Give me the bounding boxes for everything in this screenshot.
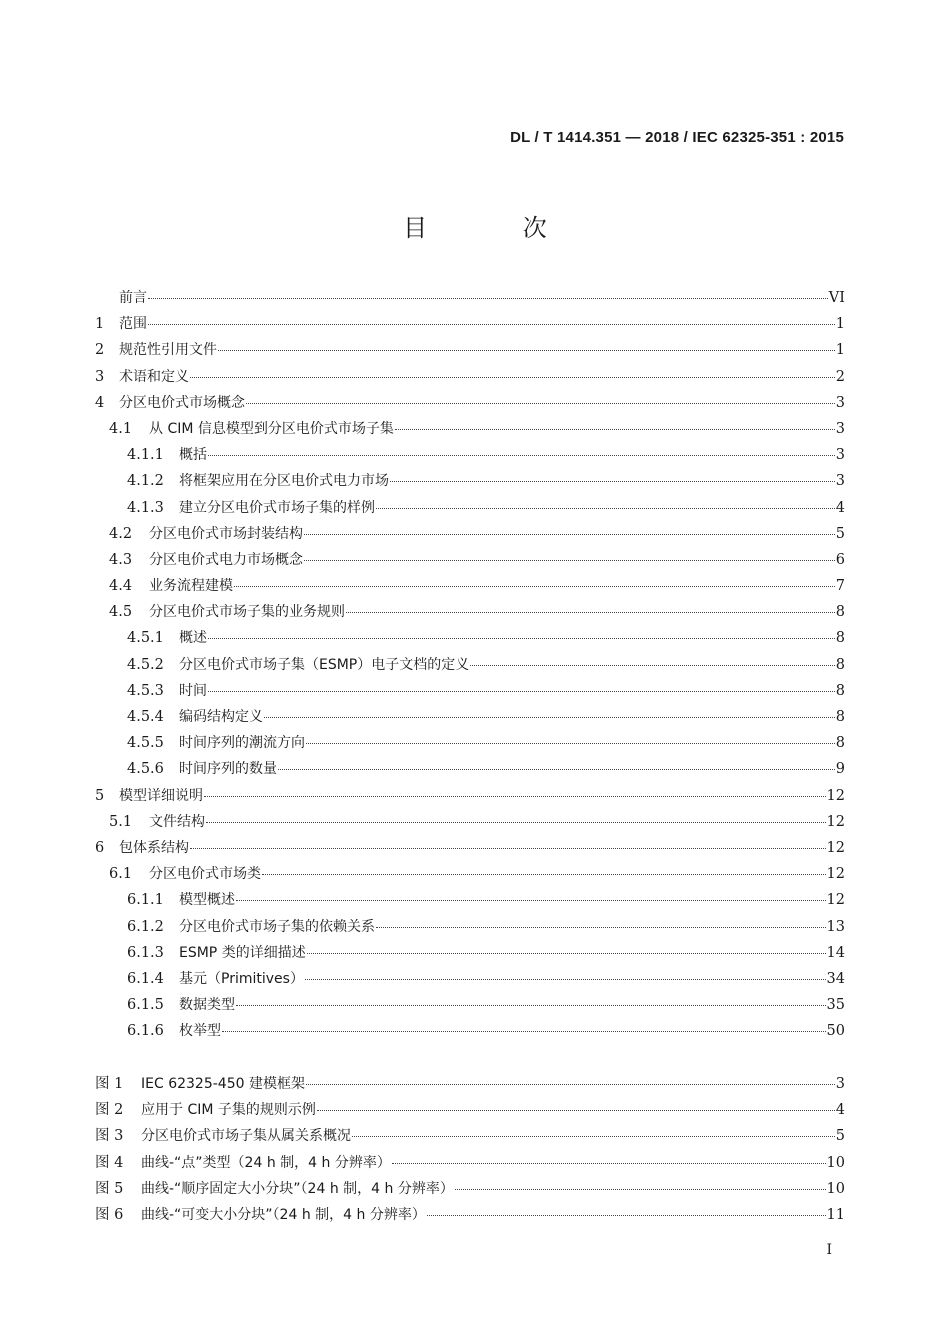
- entry-page: 9: [835, 761, 845, 778]
- entry-number: 4.1.1: [127, 447, 164, 464]
- entry-title: 将框架应用在分区电价式电力市场: [179, 473, 389, 490]
- page-number: I: [826, 1242, 832, 1258]
- entry-number: 4.5: [109, 604, 133, 621]
- entry-number: 4.1.3: [127, 499, 164, 516]
- dot-leader: [346, 598, 835, 613]
- dot-leader: [390, 467, 835, 482]
- dot-leader: [208, 677, 835, 692]
- entry-page: 50: [826, 1023, 845, 1040]
- entry-number: 6: [95, 839, 105, 856]
- dot-leader: [206, 808, 826, 823]
- entry-page: 14: [826, 944, 845, 961]
- entry-title: 时间序列的数量: [179, 761, 277, 778]
- entry-number: 图 5: [95, 1180, 124, 1197]
- entry-title: 规范性引用文件: [119, 342, 217, 359]
- entry-page: 8: [835, 630, 845, 647]
- entry-number: 4.1: [109, 420, 133, 437]
- dot-leader: [148, 310, 835, 325]
- entry-page: 10: [826, 1180, 845, 1197]
- entry-page: 8: [835, 604, 845, 621]
- entry-title: 前言: [119, 290, 147, 306]
- entry-title: 曲线-“点”类型（24 h 制，4 h 分辨率）: [141, 1154, 391, 1171]
- dot-leader: [307, 939, 826, 954]
- entry-title: 编码结构定义: [179, 709, 263, 725]
- entry-page: 8: [835, 709, 845, 725]
- entry-number: 图 1: [95, 1076, 124, 1092]
- entry-page: 12: [826, 866, 845, 883]
- entry-title: 模型概述: [179, 892, 235, 909]
- entry-number: 4.5.2: [127, 656, 164, 673]
- entry-number: 6.1.1: [127, 892, 164, 909]
- entry-title: 概述: [179, 630, 207, 647]
- dot-leader: [470, 651, 835, 666]
- entry-number: 6.1: [109, 866, 133, 883]
- entry-title: 从 CIM 信息模型到分区电价式市场子集: [149, 420, 394, 437]
- entry-title: 分区电价式市场子集的依赖关系: [179, 918, 375, 935]
- dot-leader: [278, 755, 835, 770]
- dot-leader: [304, 520, 835, 535]
- entry-number: 6.1.2: [127, 918, 164, 935]
- entry-page: 12: [826, 892, 845, 909]
- entry-page: 4: [835, 1102, 845, 1119]
- entry-number: 1: [95, 316, 105, 333]
- entry-number: 图 6: [95, 1206, 124, 1223]
- entry-number: 4.4: [109, 578, 133, 595]
- entry-page: 13: [826, 918, 845, 935]
- entry-title: 分区电价式市场子集的业务规则: [149, 604, 345, 621]
- entry-number: 4.5.1: [127, 630, 164, 647]
- entry-number: 4.3: [109, 551, 133, 568]
- entry-title: 数据类型: [179, 997, 235, 1014]
- entry-title: 建立分区电价式市场子集的样例: [179, 499, 375, 516]
- entry-number: 3: [95, 368, 105, 385]
- entry-number: 4.5.4: [127, 709, 164, 725]
- entry-title: 基元（Primitives）: [179, 970, 304, 987]
- entry-title: 业务流程建模: [149, 578, 233, 595]
- dot-leader: [190, 363, 835, 378]
- entry-number: 4.5.5: [127, 735, 164, 752]
- dot-leader: [395, 415, 835, 430]
- entry-title: 时间序列的潮流方向: [179, 735, 305, 752]
- dot-leader: [392, 1149, 826, 1164]
- entry-title: IEC 62325-450 建模框架: [141, 1076, 305, 1092]
- figure-entry[interactable]: [95, 1151, 845, 1177]
- dot-leader: [148, 284, 828, 299]
- entry-page: VI: [828, 290, 845, 306]
- dot-leader: [236, 991, 826, 1006]
- entry-page: 4: [835, 499, 845, 516]
- entry-number: 4.5.6: [127, 761, 164, 778]
- figure-entry[interactable]: [95, 1124, 845, 1150]
- entry-number: 6.1.3: [127, 944, 164, 961]
- entry-title: 分区电价式市场封装结构: [149, 525, 303, 542]
- dot-leader: [305, 965, 826, 980]
- dot-leader: [455, 1175, 826, 1190]
- table-of-contents: [95, 287, 845, 1046]
- entry-page: 3: [835, 394, 845, 411]
- entry-title: 分区电价式市场概念: [119, 394, 245, 411]
- entry-page: 34: [826, 970, 845, 987]
- entry-number: 5: [95, 787, 105, 804]
- entry-title: 分区电价式市场子集（ESMP）电子文档的定义: [179, 656, 470, 673]
- standard-code-header: DL / T 1414.351 — 2018 / IEC 62325-351 : 2015: [510, 129, 844, 146]
- entry-number: 6.1.5: [127, 997, 164, 1014]
- dot-leader: [222, 1017, 826, 1032]
- entry-title: 分区电价式市场子集从属关系概况: [141, 1128, 351, 1145]
- dot-leader: [236, 886, 826, 901]
- entry-page: 3: [835, 447, 845, 464]
- entry-title: 曲线-“顺序固定大小分块”（24 h 制，4 h 分辨率）: [141, 1180, 454, 1197]
- toc-entry[interactable]: [95, 1020, 845, 1046]
- dot-leader: [306, 729, 835, 744]
- entry-number: 5.1: [109, 813, 133, 830]
- entry-page: 1: [835, 342, 845, 359]
- page-title: 目 次: [403, 214, 591, 242]
- entry-page: 11: [826, 1206, 845, 1223]
- figure-entry[interactable]: [95, 1098, 845, 1124]
- entry-number: 2: [95, 342, 105, 359]
- entry-page: 5: [835, 525, 845, 542]
- entry-number: 图 4: [95, 1154, 124, 1171]
- entry-page: 7: [835, 578, 845, 595]
- dot-leader: [246, 389, 835, 404]
- dot-leader: [190, 834, 826, 849]
- dot-leader: [234, 572, 835, 587]
- dot-leader: [264, 703, 835, 718]
- entry-number: 6.1.4: [127, 970, 164, 987]
- entry-number: 4.2: [109, 525, 133, 542]
- entry-title: ESMP 类的详细描述: [179, 944, 306, 961]
- figure-list: [95, 1072, 845, 1229]
- dot-leader: [218, 336, 835, 351]
- entry-number: 6.1.6: [127, 1023, 164, 1040]
- dot-leader: [204, 782, 826, 797]
- dot-leader: [306, 1070, 835, 1085]
- dot-leader: [262, 860, 826, 875]
- entry-title: 包体系结构: [119, 839, 189, 856]
- entry-page: 35: [826, 997, 845, 1014]
- dot-leader: [304, 546, 835, 561]
- figure-entry[interactable]: [95, 1203, 845, 1229]
- entry-title: 文件结构: [149, 813, 205, 830]
- entry-page: 10: [826, 1154, 845, 1171]
- entry-page: 8: [835, 735, 845, 752]
- entry-title: 分区电价式市场类: [149, 866, 261, 883]
- entry-title: 曲线-“可变大小分块”（24 h 制，4 h 分辨率）: [141, 1206, 426, 1223]
- entry-page: 12: [826, 839, 845, 856]
- entry-number: 图 3: [95, 1128, 124, 1145]
- entry-page: 5: [835, 1128, 845, 1145]
- dot-leader: [208, 441, 835, 456]
- entry-page: 12: [826, 813, 845, 830]
- figure-entry[interactable]: [95, 1072, 845, 1098]
- entry-page: 8: [835, 656, 845, 673]
- entry-page: 3: [835, 1076, 845, 1092]
- entry-title: 范围: [119, 316, 147, 333]
- entry-number: 4.1.2: [127, 473, 164, 490]
- entry-page: 1: [835, 316, 845, 333]
- dot-leader: [376, 913, 826, 928]
- entry-title: 术语和定义: [119, 368, 189, 385]
- entry-title: 模型详细说明: [119, 787, 203, 804]
- entry-page: 3: [835, 473, 845, 490]
- dot-leader: [427, 1201, 826, 1216]
- entry-page: 2: [835, 368, 845, 385]
- dot-leader: [317, 1096, 835, 1111]
- entry-title: 概括: [179, 447, 207, 464]
- entry-title: 分区电价式电力市场概念: [149, 551, 303, 568]
- entry-page: 6: [835, 551, 845, 568]
- dot-leader: [376, 494, 835, 509]
- entry-title: 应用于 CIM 子集的规则示例: [141, 1102, 316, 1119]
- entry-page: 3: [835, 420, 845, 437]
- entry-page: 8: [835, 682, 845, 699]
- dot-leader: [208, 624, 835, 639]
- entry-number: 图 2: [95, 1102, 124, 1119]
- entry-title: 时间: [179, 682, 207, 699]
- entry-number: 4.5.3: [127, 682, 164, 699]
- dot-leader: [352, 1122, 835, 1137]
- figure-entry[interactable]: [95, 1177, 845, 1203]
- entry-page: 12: [826, 787, 845, 804]
- entry-title: 枚举型: [179, 1023, 221, 1040]
- entry-number: 4: [95, 394, 105, 411]
